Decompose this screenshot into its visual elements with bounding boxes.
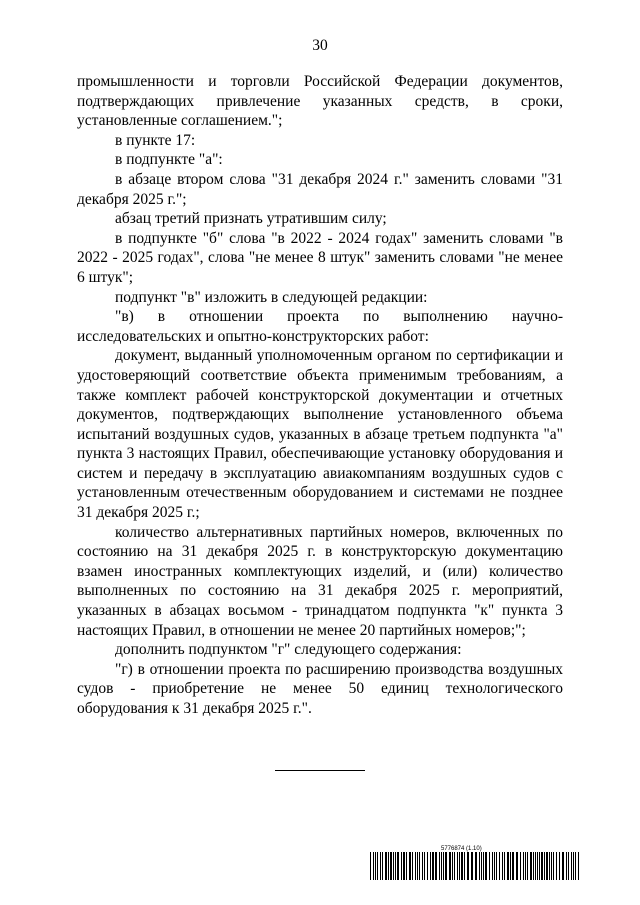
barcode-bar [479,852,480,880]
paragraph-4: в абзаце втором слова "31 декабря 2024 г." заменить словами "31 декабря 2025 г."; [77,170,563,208]
barcode-bar [430,852,431,880]
barcode-bar [537,852,538,880]
barcode-bar [457,852,458,880]
barcode-bar [435,852,437,880]
barcode-bar [530,852,532,880]
barcode-bar [492,852,493,880]
paragraph-6: в подпункте "б" слова "в 2022 - 2024 годах" заменить словами "в 2022 - 2025 годах", слова "не менее 8 штук" заменить словами "не менее 6 штук"; [77,229,563,286]
barcode-bar [401,852,402,880]
barcode-bar [395,852,396,880]
barcode-bar [481,852,482,880]
barcode-bar [571,852,572,880]
barcode-bar [432,852,434,880]
barcode-bar [533,852,534,880]
paragraph-8: "в) в отношении проекта по выполнению научно-исследовательских и опытно-конструкторских работ: [77,308,563,345]
barcode-bar [499,852,500,880]
paragraph-10: количество альтернативных партийных номеров, включенных по состоянию на 31 декабря 2025 г. в конструкторскую документацию взамен иностранных комплектующих изделий, и (или) количество выполненных по состоянию на 31 декабря 2025 г. мероприятий, указанных в абзацах восьмом - тринадцатом подпункта "к" пункта 3 настоящих Правил, в отношении не менее 20 партийных номеров;"; [77,523,563,639]
barcode-bar [510,852,511,880]
barcode-bar [409,852,411,880]
barcode-bar [424,852,425,880]
barcode-bar [427,852,428,880]
barcode-bar [388,852,389,880]
barcode-bar [441,852,442,880]
barcode-bar [549,852,550,880]
paragraph-7: подпункт "в" изложить в следующей редакции: [115,288,428,306]
barcode [370,852,582,880]
barcode-bar [471,852,473,880]
barcode-bar [483,852,484,880]
barcode-bar [412,852,413,880]
barcode-bar [566,852,567,880]
barcode-bar [461,852,463,880]
barcode-bar [454,852,455,880]
end-separator-line [275,770,365,771]
paragraph-11: дополнить подпунктом "г" следующего содержания: [115,641,462,659]
barcode-bar [464,852,465,880]
barcode-bar [559,852,560,880]
barcode-bar [568,852,569,880]
barcode-bar [393,852,394,880]
barcode-bar [496,852,497,880]
barcode-bar [377,852,378,880]
barcode-bar [375,852,376,880]
barcode-bar [523,852,524,880]
barcode-bar [397,852,399,880]
barcode-bar [578,852,579,880]
barcode-bar [449,852,451,880]
barcode-bar [494,852,495,880]
barcode-bar [419,852,420,880]
barcode-bar [502,852,503,880]
barcode-bar [527,852,528,880]
barcode-bar [385,852,387,880]
barcode-bar [556,852,557,880]
barcode-bar [546,852,548,880]
barcode-bar [390,852,392,880]
barcode-bar [422,852,423,880]
barcode-bar [539,852,540,880]
barcode-bar [504,852,505,880]
paragraph-5: абзац третий признать утратившим силу; [115,210,387,228]
barcode-bar [516,852,518,880]
barcode-bar [562,852,564,880]
barcode-bar [475,852,477,880]
page-number: 30 [312,37,328,54]
barcode-bar [573,852,574,880]
paragraph-12: "г) в отношении проекта по расширению производства воздушных судов - приобретение не менее 50 единиц технологического оборудования к 31 декабря 2025 г.". [77,660,563,717]
barcode-bar [520,852,521,880]
paragraph-3: в подпункте "а": [115,151,223,169]
barcode-bar [406,852,407,880]
paragraph-2: в пункте 17: [115,131,196,149]
barcode-bar [551,852,552,880]
document-code: 5776874 (1.10) [441,846,482,852]
barcode-bar [370,852,371,880]
barcode-bar [459,852,460,880]
barcode-bar [380,852,381,880]
barcode-bar [512,852,514,880]
barcode-bar [525,852,526,880]
barcode-bar [575,852,576,880]
document-body [77,72,563,719]
barcode-bar [507,852,509,880]
paragraph-9: документ, выданный уполномоченным органом по сертификации и удостоверяющий соответствие объекта применимым требованиям, а также комплект рабочей конструкторской документации и отчетных документов, подтверждающих выполнение установленного объема испытаний воздушных судов, указанных в абзаце третьем подпункта "а" пункта 3 настоящих Правил, обеспечивающие установку оборудования и систем и передачу в эксплуатацию авиакомпаниям воздушных судов с установленным отечественным оборудованием и системами не позднее 31 декабря 2025 г.; [77,347,563,522]
barcode-bar [403,852,405,880]
barcode-bar [417,852,418,880]
barcode-bar [535,852,536,880]
paragraph-1: промышленности и торговли Российской Федерации документов, подтверждающих привлечение указанных средств, в сроки, установленные соглашением."; [77,73,563,130]
barcode-bar [443,852,444,880]
barcode-bar [467,852,469,880]
barcode-bar [489,852,490,880]
barcode-bar [439,852,440,880]
barcode-bar [373,852,374,880]
barcode-bar [452,852,453,880]
barcode-bar [445,852,447,880]
barcode-bar [382,852,383,880]
barcode-bar [553,852,554,880]
barcode-bar [485,852,487,880]
barcode-bar [415,852,416,880]
barcode-bar [544,852,545,880]
barcode-bar [541,852,543,880]
